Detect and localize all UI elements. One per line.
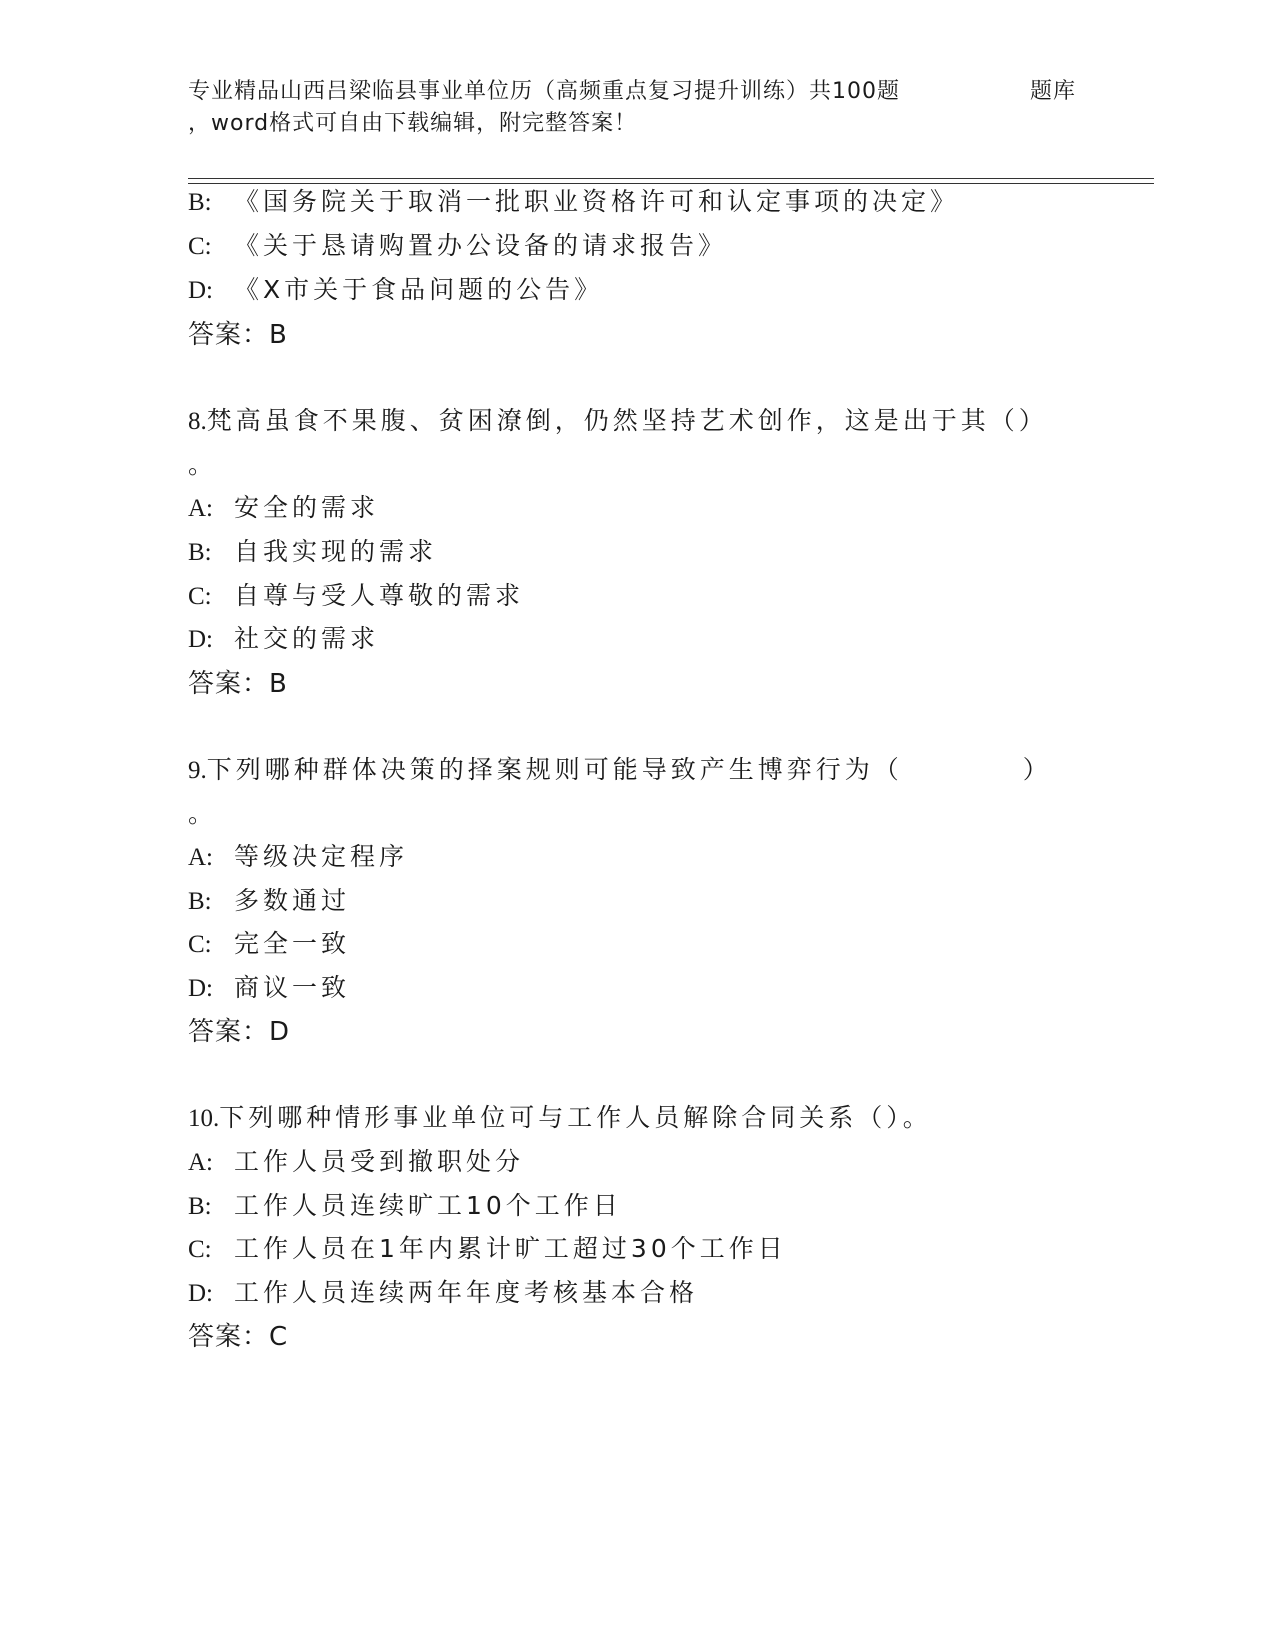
header-title: 专业精品山西吕梁临县事业单位历（高频重点复习提升训练）共100题 bbox=[188, 79, 900, 104]
option-text: 《X市关于食品问题的公告》 bbox=[234, 275, 604, 304]
option-a bbox=[188, 491, 379, 526]
answer-line: 答案：C bbox=[188, 1322, 289, 1352]
option-b bbox=[188, 535, 437, 570]
question-8-text bbox=[188, 404, 1048, 439]
option-text: 《国务院关于取消一批职业资格许可和认定事项的决定》 bbox=[234, 187, 960, 216]
option-letter: C: bbox=[188, 931, 212, 958]
option-text: 工作人员在1年内累计旷工超过30个工作日 bbox=[234, 1234, 787, 1263]
option-text: 《关于恳请购置办公设备的请求报告》 bbox=[234, 231, 728, 260]
option-text: 等级决定程序 bbox=[234, 842, 409, 871]
option-letter: A: bbox=[188, 495, 213, 522]
question-number: 8. bbox=[188, 408, 207, 435]
header-divider-bottom bbox=[188, 183, 1154, 184]
option-letter: B: bbox=[188, 189, 212, 216]
question-9-text-cont: 。 bbox=[188, 799, 218, 828]
option-a bbox=[188, 840, 408, 875]
option-d bbox=[188, 971, 350, 1006]
option-letter: B: bbox=[188, 1193, 212, 1220]
option-b bbox=[188, 884, 350, 919]
option-letter: B: bbox=[188, 539, 212, 566]
option-d bbox=[188, 622, 379, 657]
header-divider-top bbox=[188, 178, 1154, 179]
option-d bbox=[188, 273, 603, 308]
option-a bbox=[188, 1145, 524, 1180]
question-8-text-cont: 。 bbox=[188, 450, 218, 479]
question-10-text bbox=[188, 1101, 932, 1136]
option-letter: D: bbox=[188, 626, 213, 653]
option-d bbox=[188, 1276, 698, 1311]
question-number: 10. bbox=[188, 1105, 220, 1132]
option-c bbox=[188, 927, 350, 962]
option-letter: C: bbox=[188, 1236, 212, 1263]
page-header bbox=[188, 72, 1148, 137]
option-c bbox=[188, 579, 524, 614]
option-text: 安全的需求 bbox=[234, 493, 380, 522]
answer-line: 答案：B bbox=[188, 669, 288, 699]
option-letter: A: bbox=[188, 1149, 213, 1176]
option-b bbox=[188, 185, 959, 220]
header-line bbox=[188, 72, 1148, 106]
question-9-text bbox=[188, 753, 1052, 788]
question-stem: 梵高虽食不果腹、贫困潦倒，仍然坚持艺术创作，这是出于其（） bbox=[206, 406, 1048, 435]
option-text: 自我实现的需求 bbox=[234, 537, 438, 566]
option-text: 工作人员连续旷工10个工作日 bbox=[234, 1191, 622, 1220]
option-text: 商议一致 bbox=[234, 973, 351, 1002]
question-number: 9. bbox=[188, 757, 207, 784]
option-letter: D: bbox=[188, 975, 213, 1002]
option-text: 自尊与受人尊敬的需求 bbox=[234, 581, 525, 610]
option-c bbox=[188, 229, 727, 264]
header-tag: 题库 bbox=[1030, 79, 1077, 104]
option-text: 多数通过 bbox=[234, 886, 351, 915]
option-letter: D: bbox=[188, 1280, 213, 1307]
question-stem-close: ） bbox=[1022, 755, 1052, 784]
option-letter: A: bbox=[188, 844, 213, 871]
option-c bbox=[188, 1232, 787, 1267]
question-stem: 下列哪种情形事业单位可与工作人员解除合同关系（）。 bbox=[219, 1103, 932, 1132]
answer-line: 答案：B bbox=[188, 320, 288, 350]
option-text: 工作人员连续两年年度考核基本合格 bbox=[234, 1278, 699, 1307]
question-stem: 下列哪种群体决策的择案规则可能导致产生博弈行为（ bbox=[206, 755, 903, 784]
option-letter: B: bbox=[188, 888, 212, 915]
option-letter: C: bbox=[188, 233, 212, 260]
option-text: 完全一致 bbox=[234, 929, 351, 958]
option-letter: C: bbox=[188, 583, 212, 610]
answer-line: 答案：D bbox=[188, 1017, 291, 1047]
option-b bbox=[188, 1189, 622, 1224]
option-text: 社交的需求 bbox=[234, 624, 380, 653]
header-subtitle: ，word格式可自由下载编辑，附完整答案！ bbox=[188, 111, 638, 136]
option-letter: D: bbox=[188, 277, 213, 304]
option-text: 工作人员受到撤职处分 bbox=[234, 1147, 525, 1176]
